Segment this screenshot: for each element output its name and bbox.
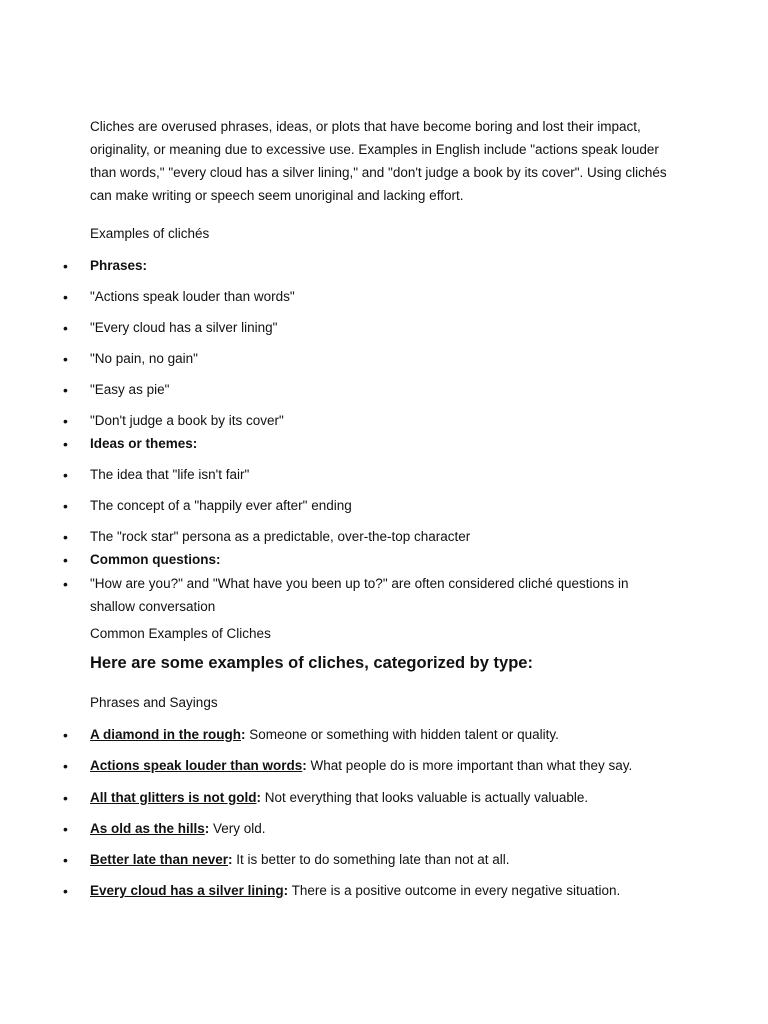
- saying-term: Actions speak louder than words: [90, 758, 303, 773]
- saying-term: As old as the hills: [90, 821, 205, 836]
- bullet: •: [63, 320, 68, 336]
- bullet: •: [63, 382, 68, 398]
- bullet: •: [63, 552, 68, 568]
- colon: :: [302, 758, 307, 773]
- saying-term: Better late than never: [90, 852, 229, 867]
- saying-desc: Not everything that looks valuable is actually valuable.: [261, 790, 589, 805]
- bullet: •: [63, 436, 68, 452]
- sayings-heading: Phrases and Sayings: [90, 695, 218, 710]
- bullet: •: [63, 727, 68, 743]
- saying-desc: There is a positive outcome in every negative situation.: [288, 883, 621, 898]
- saying-desc: It is better to do something late than not at all.: [232, 852, 510, 867]
- ideas-label: Ideas or themes:: [90, 436, 198, 451]
- list-item: The idea that "life isn't fair": [90, 467, 250, 482]
- bullet: •: [63, 467, 68, 483]
- bullet: •: [63, 576, 68, 592]
- list-item: [90, 817, 670, 840]
- list-item: [90, 754, 670, 777]
- colon: :: [283, 883, 289, 898]
- list-item: [90, 723, 670, 746]
- saying-term: All that glitters is not gold: [90, 790, 257, 805]
- bullet: •: [63, 529, 68, 545]
- bullet: •: [63, 883, 68, 899]
- saying-desc: Someone or something with hidden talent or quality.: [245, 727, 559, 742]
- saying-desc: Very old.: [209, 821, 266, 836]
- list-item: [90, 786, 670, 809]
- saying-term: A diamond in the rough: [90, 727, 241, 742]
- colon: :: [204, 821, 210, 836]
- list-item: [90, 879, 670, 902]
- intro-paragraph: Cliches are overused phrases, ideas, or plots that have become boring and lost their impact, originality, or meaning due to excessive use. Examples in English include "actions speak louder than words," "every cloud has a silver lining," and "don't judge a book by its cover". Using clichés can make writing or speech seem unoriginal and lacking effort.: [90, 119, 667, 203]
- list-item: "Actions speak louder than words": [90, 289, 295, 304]
- colon: :: [256, 790, 261, 805]
- phrases-label: Phrases:: [90, 258, 148, 273]
- saying-term: Every cloud has a silver lining: [90, 883, 284, 898]
- bullet: •: [63, 413, 68, 429]
- list-item: The concept of a "happily ever after" ending: [90, 498, 352, 513]
- list-item: "No pain, no gain": [90, 351, 198, 366]
- list-item: The "rock star" persona as a predictable, over-the-top character: [90, 529, 471, 544]
- bullet: •: [63, 289, 68, 305]
- examples-heading: Examples of clichés: [90, 226, 210, 241]
- bullet: •: [63, 758, 68, 774]
- list-item: "How are you?" and "What have you been up to?" are often considered cliché questions in shallow conversation: [90, 576, 629, 614]
- list-item: "Every cloud has a silver lining": [90, 320, 278, 335]
- bullet: •: [63, 258, 68, 274]
- saying-desc: What people do is more important than what they say.: [306, 758, 633, 773]
- list-item: "Easy as pie": [90, 382, 170, 397]
- categorized-heading: Here are some examples of cliches, categorized by type:: [90, 654, 533, 672]
- common-examples-heading: Common Examples of Cliches: [90, 626, 271, 641]
- questions-label: Common questions:: [90, 552, 221, 567]
- bullet: •: [63, 498, 68, 514]
- bullet: •: [63, 351, 68, 367]
- list-item: [90, 848, 670, 871]
- bullet: •: [63, 821, 68, 837]
- bullet: •: [63, 790, 68, 806]
- colon: :: [228, 852, 233, 867]
- list-item: "Don't judge a book by its cover": [90, 413, 284, 428]
- colon: :: [241, 727, 246, 742]
- bullet: •: [63, 852, 68, 868]
